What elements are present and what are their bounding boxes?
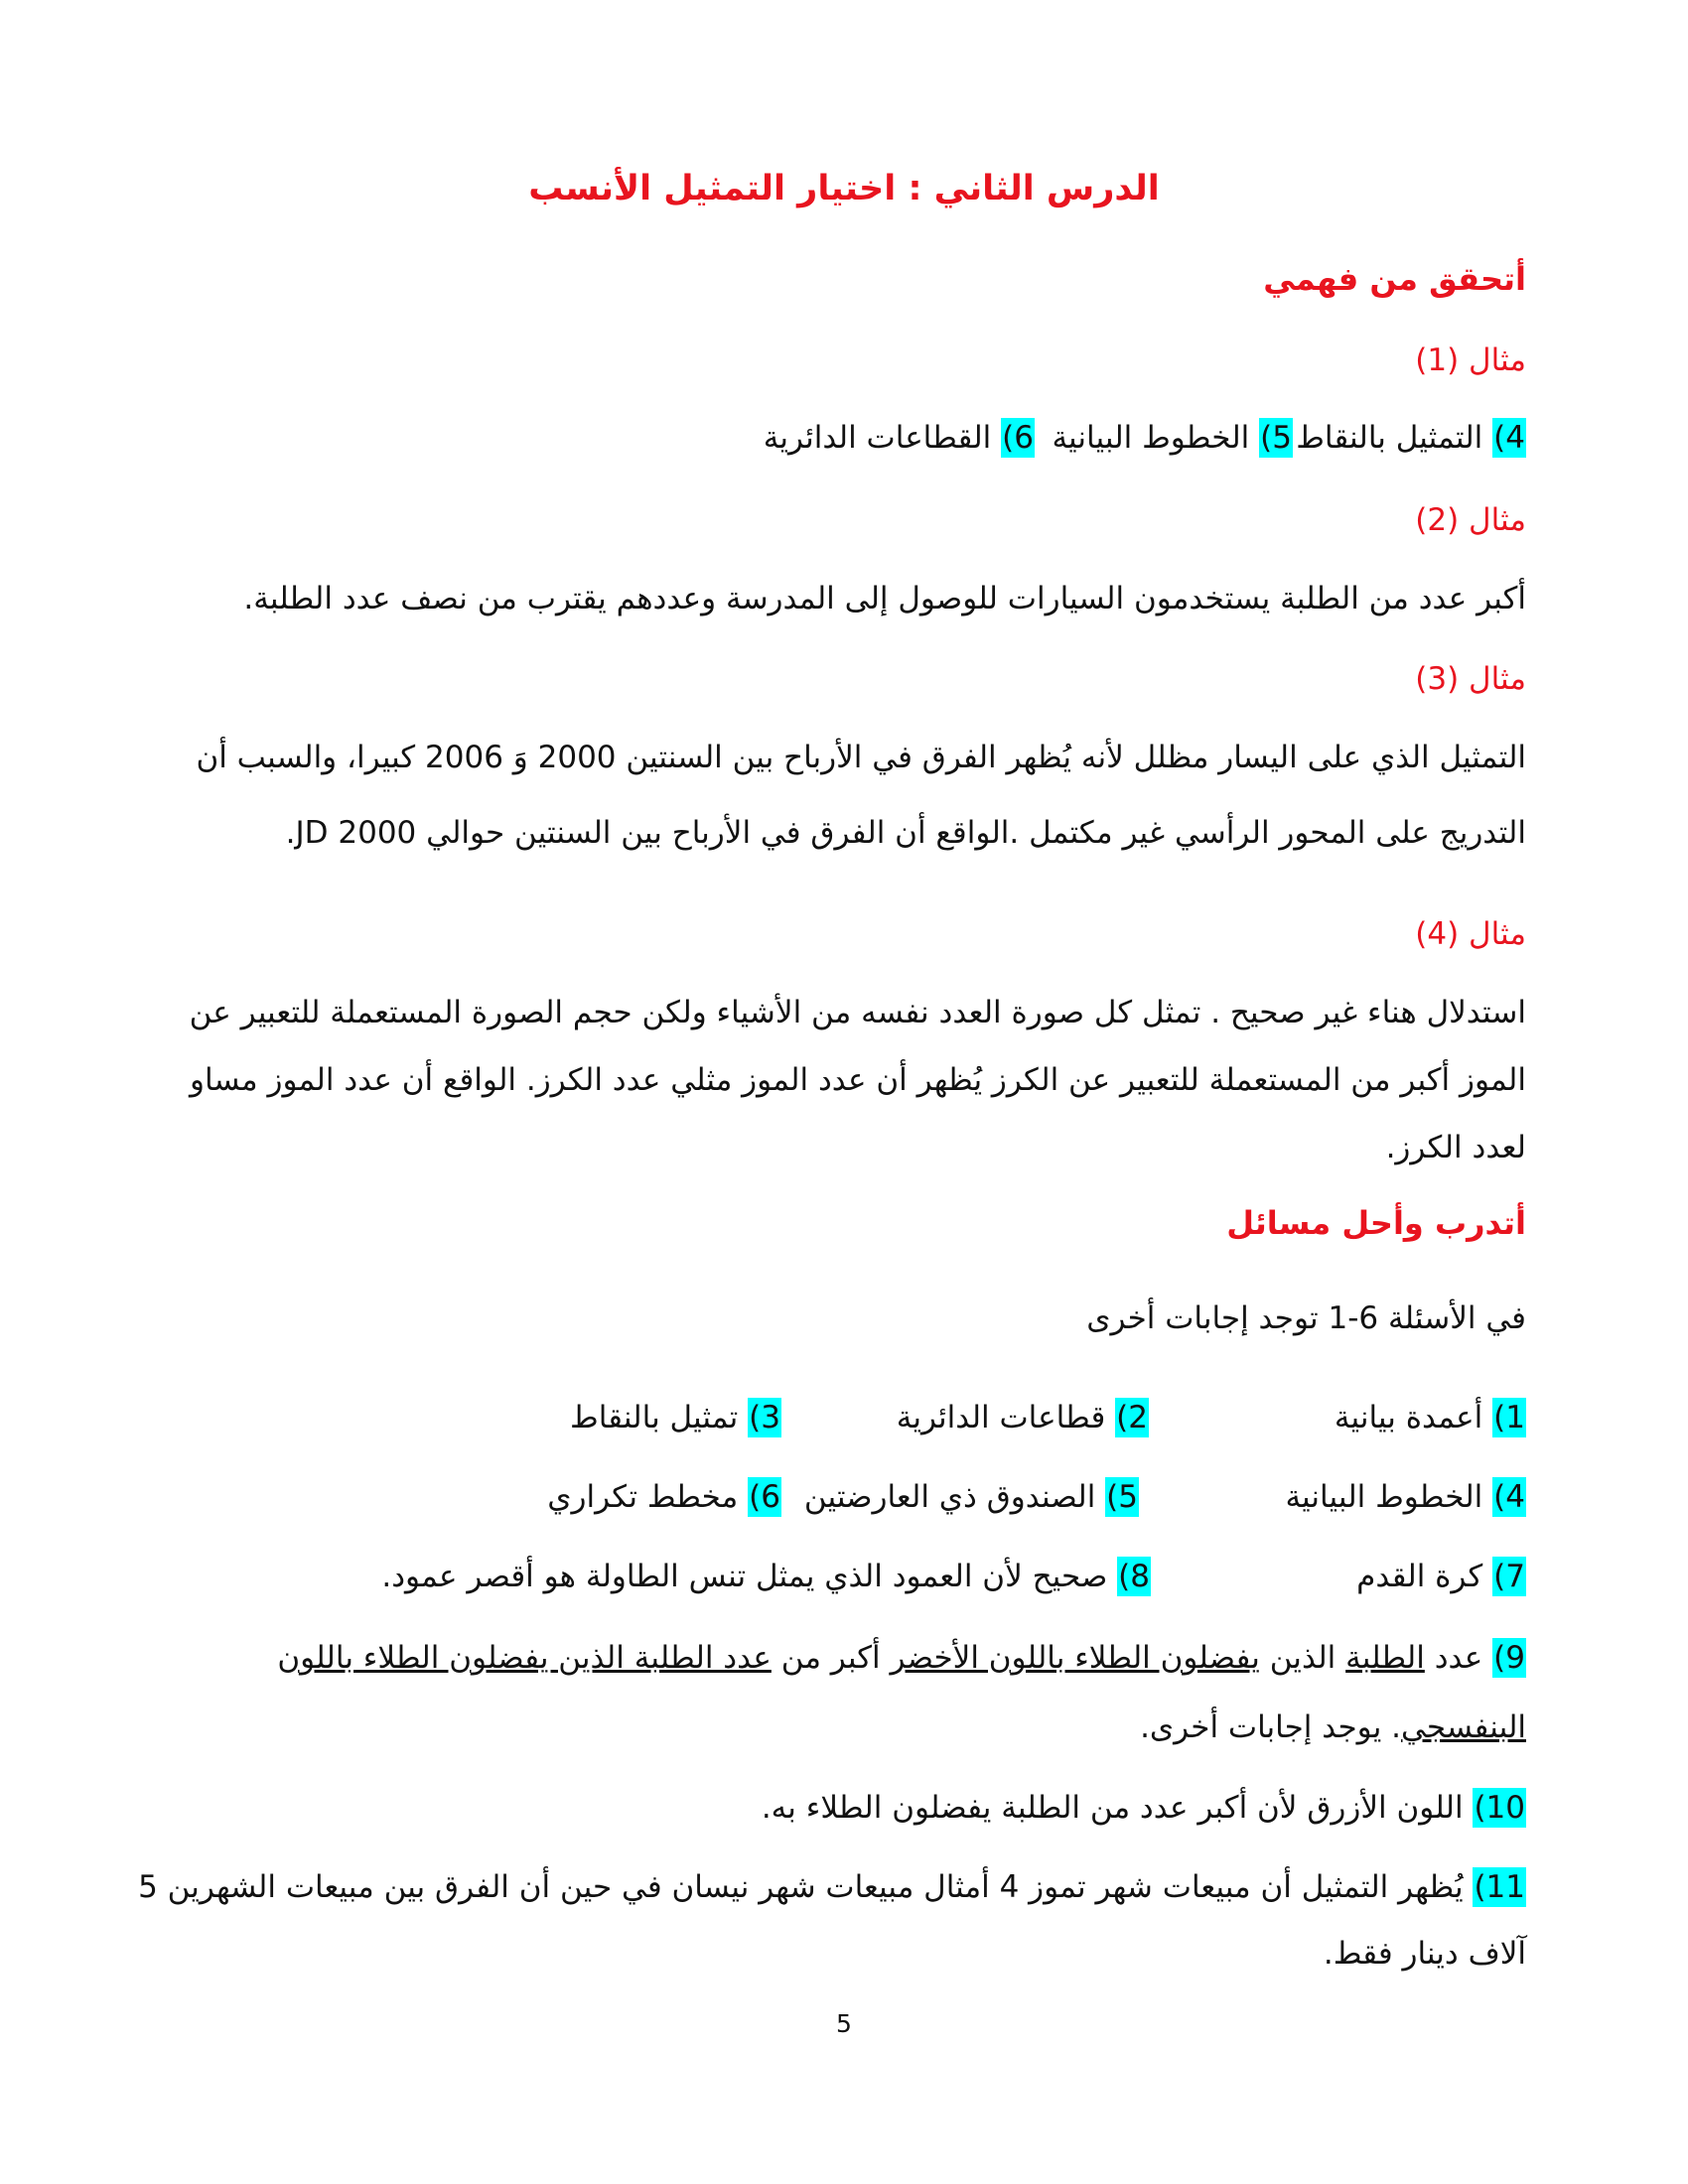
example-4-line-2: الموز أكبر من المستعملة للتعبير عن الكرز يُظهر أن عدد الموز مثلي عدد الكرز. الواقع أن عدد الموز مساو xyxy=(189,1062,1526,1098)
example-2-text: أكبر عدد من الطلبة يستخدمون السيارات للوصول إلى المدرسة وعددهم يقترب من نصف عدد الطلبة. xyxy=(243,581,1526,616)
example-2-label: مثال (2) xyxy=(1415,502,1526,538)
item-number: 11) xyxy=(1474,1869,1525,1905)
answer-11-line-2: آلاف دينار فقط. xyxy=(1323,1936,1526,1972)
example-4-line-1: استدلال هناء غير صحيح . تمثل كل صورة العدد نفسه من الأشياء ولكن حجم الصورة المستعملة للتعبير عن xyxy=(189,995,1526,1030)
item-number: 6) xyxy=(749,1479,780,1515)
example-4-line-3: لعدد الكرز. xyxy=(1385,1130,1526,1165)
item-number: 4) xyxy=(1493,1479,1525,1515)
answer-item: 1) أعمدة بيانية xyxy=(1334,1400,1525,1435)
item-number: 6) xyxy=(1002,420,1034,456)
answer-item: 5) الصندوق ذي العارضتين xyxy=(803,1479,1138,1515)
answer-item: 7) كرة القدم xyxy=(1356,1559,1525,1594)
item-number: 5) xyxy=(1106,1479,1138,1515)
item-number: 7) xyxy=(1493,1559,1525,1594)
answer-item: 6) القطاعات الدائرية xyxy=(763,420,1034,456)
item-number: 3) xyxy=(749,1400,780,1435)
item-number: 1) xyxy=(1493,1400,1525,1435)
answer-item: 4) الخطوط البيانية xyxy=(1285,1479,1525,1515)
answer-item: 4) التمثيل بالنقاط xyxy=(1296,420,1525,456)
exercises-intro: في الأسئلة 6-1 توجد إجابات أخرى xyxy=(1086,1300,1526,1336)
item-number: 4) xyxy=(1493,420,1525,456)
example-1-label: مثال (1) xyxy=(1415,342,1526,378)
answers-row-3 xyxy=(159,1559,1526,1595)
answer-item: 5) الخطوط البيانية xyxy=(1052,420,1292,456)
answer-item: 8) صحيح لأن العمود الذي يمثل تنس الطاولة هو أقصر عمود. xyxy=(381,1559,1150,1594)
item-number: 8) xyxy=(1118,1559,1150,1594)
item-number: 2) xyxy=(1116,1400,1148,1435)
example-3-line-1: التمثيل الذي على اليسار مظلل لأنه يُظهر الفرق في الأرباح بين السنتين 2000 وَ 2006 كبيرا، والسبب أن xyxy=(196,740,1526,775)
answer-9-line-2: البنفسجي. يوجد إجابات أخرى. xyxy=(1140,1709,1526,1745)
example-1-answers xyxy=(159,420,1526,457)
answers-row-1 xyxy=(159,1400,1526,1436)
item-number: 10) xyxy=(1474,1790,1525,1826)
example-3-label: مثال (3) xyxy=(1415,661,1526,697)
answer-10: 10) اللون الأزرق لأن أكبر عدد من الطلبة يفضلون الطلاء به. xyxy=(761,1790,1525,1826)
lesson-title: الدرس الثاني : اختيار التمثيل الأنسب xyxy=(528,169,1160,208)
item-number: 5) xyxy=(1260,420,1292,456)
answer-item: 6) مخطط تكراري xyxy=(547,1479,780,1515)
page-number: 5 xyxy=(836,2009,852,2038)
answer-item: 3) تمثيل بالنقاط xyxy=(570,1400,780,1435)
item-number: 9) xyxy=(1493,1640,1525,1676)
section-practice: أتدرب وأحل مسائل xyxy=(1226,1204,1526,1242)
example-4-label: مثال (4) xyxy=(1415,916,1526,952)
answer-9-line-1: 9) عدد الطلبة الذين يفضلون الطلاء باللون الأخضر أكبر من عدد الطلبة الذين يفضلون الطلاء باللون xyxy=(277,1640,1525,1676)
answer-11-line-1: 11) يُظهر التمثيل أن مبيعات شهر تموز 4 أمثال مبيعات شهر نيسان في حين أن الفرق بين مبيعات الشهرين 5 xyxy=(138,1869,1525,1905)
example-3-line-2: التدريج على المحور الرأسي غير مكتمل .الواقع أن الفرق في الأرباح بين السنتين حوالي JD 2000. xyxy=(285,815,1526,851)
answers-row-2 xyxy=(159,1479,1526,1516)
answer-item: 2) قطاعات الدائرية xyxy=(896,1400,1148,1435)
section-check-understanding: أتحقق من فهمي xyxy=(1263,260,1526,298)
